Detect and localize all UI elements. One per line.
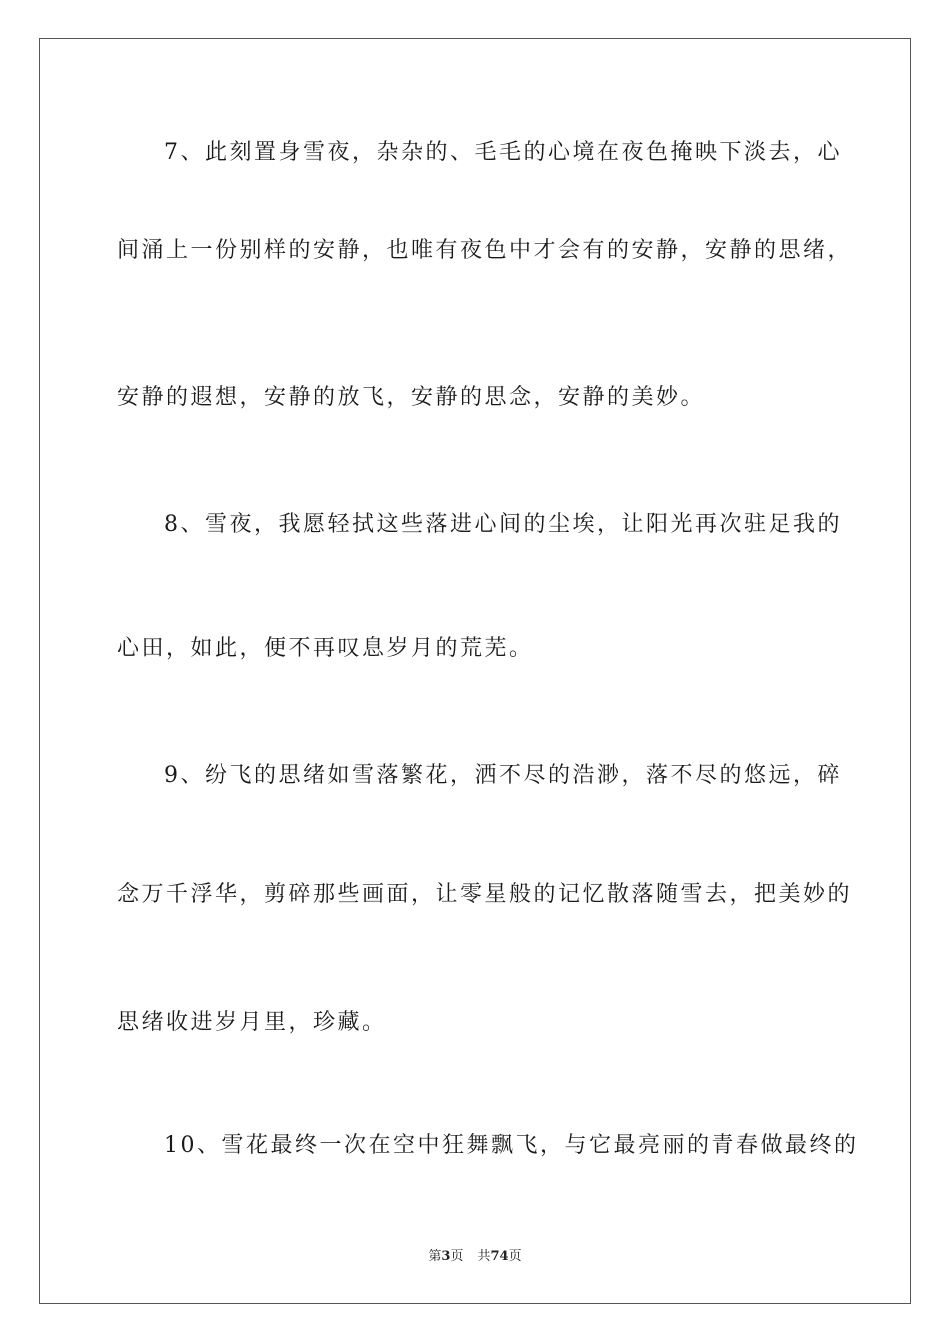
paragraph-7-line-1: 7、此刻置身雪夜，杂杂的、毛毛的心境在夜色掩映下淡去，心 <box>164 140 842 165</box>
paragraph-7-line-3: 安静的遐想，安静的放飞，安静的思念，安静的美妙。 <box>117 385 706 410</box>
page-footer <box>0 1248 950 1266</box>
page-suffix: 页 <box>450 1249 464 1264</box>
paragraph-9-line-2: 念万千浮华，剪碎那些画面，让零星般的记忆散落随雪去，把美妙的 <box>117 882 853 907</box>
total-suffix: 页 <box>508 1249 522 1264</box>
total-prefix: 共 <box>477 1249 491 1264</box>
page-prefix: 第 <box>428 1249 442 1264</box>
paragraph-9-line-3: 思绪收进岁月里，珍藏。 <box>117 1010 387 1035</box>
current-page-number: 3 <box>441 1249 451 1264</box>
total-page-count: 74 <box>490 1249 509 1264</box>
page-border <box>39 38 911 1304</box>
paragraph-8-line-2: 心田，如此，便不再叹息岁月的荒芜。 <box>117 636 534 661</box>
paragraph-9-line-1: 9、纷飞的思绪如雪落繁花，洒不尽的浩渺，落不尽的悠远，碎 <box>164 763 842 788</box>
paragraph-8-line-1: 8、雪夜，我愿轻拭这些落进心间的尘埃，让阳光再次驻足我的 <box>164 512 842 537</box>
paragraph-7-line-2: 间涌上一份别样的安静，也唯有夜色中才会有的安静，安静的思绪， <box>117 238 853 263</box>
paragraph-10-line-1: 10、雪花最终一次在空中狂舞飘飞，与它最亮丽的青春做最终的 <box>164 1133 859 1158</box>
